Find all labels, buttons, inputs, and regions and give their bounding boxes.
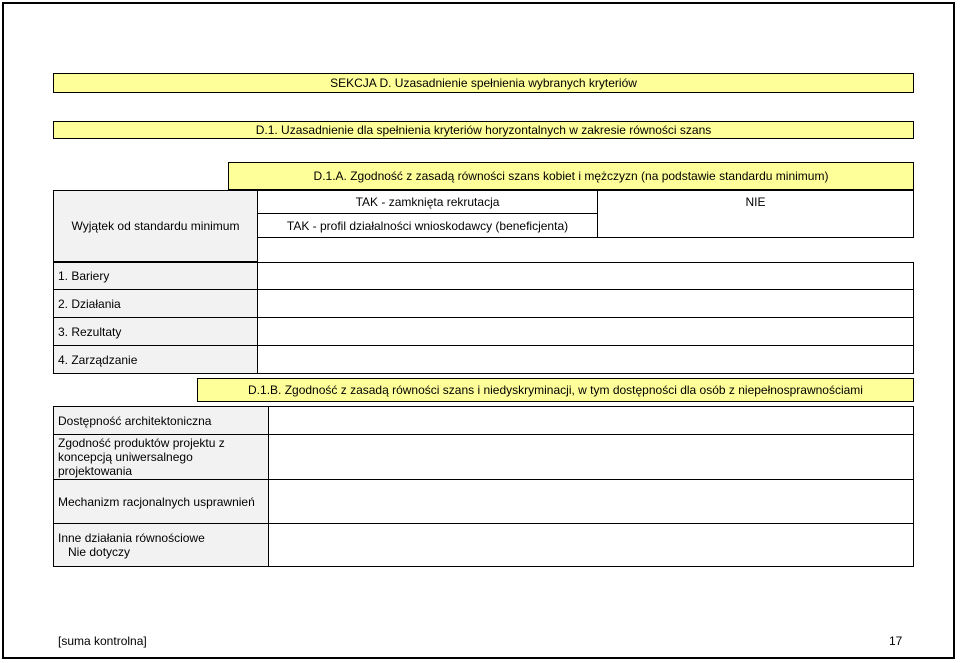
row-dzialania-field[interactable] [257, 289, 914, 318]
row-produkty-text: Zgodność produktów projektu z koncepcją uniwersalnego projektowania [58, 436, 225, 478]
exception-label-text: Wyjątek od standardu minimum [71, 219, 240, 233]
row-zarzadzanie-label [53, 345, 258, 374]
row-rezultaty-field[interactable] [257, 317, 914, 346]
row-architektoniczna-field[interactable] [268, 406, 914, 435]
row-zarzadzanie-text: 4. Zarządzanie [58, 352, 138, 367]
subsection-title [53, 121, 914, 139]
exception-spacer [597, 213, 914, 238]
row-zarzadzanie-field[interactable] [257, 345, 914, 374]
row-produkty-label [53, 434, 269, 480]
checksum-label: [suma kontrolna] [58, 634, 147, 648]
row-dzialania-text: 2. Działania [58, 296, 121, 311]
option-activity-profile-label: TAK - profil działalności wnioskodawcy (beneficjenta) [286, 218, 569, 233]
row-architektoniczna-label [53, 406, 269, 435]
row-inne-field[interactable] [268, 523, 914, 567]
row-dzialania-label [53, 289, 258, 318]
exception-label [53, 190, 258, 262]
option-closed-recruitment-label: TAK - zamknięta rekrutacja [355, 195, 500, 209]
d1b-header [197, 378, 914, 402]
option-no-label: NIE [745, 195, 766, 209]
page-number: 17 [889, 634, 903, 648]
row-usprawnienia-label [53, 479, 269, 524]
option-activity-profile[interactable] [257, 213, 598, 238]
d1a-header [228, 162, 914, 190]
subsection-title-text: D.1. Uzasadnienie dla spełnienia kryteriów horyzontalnych w zakresie równości szans [255, 123, 712, 137]
d1a-header-text: D.1.A. Zgodność z zasadą równości szans kobiet i mężczyzn (na podstawie standardu minimum) [313, 169, 829, 183]
row-produkty-field[interactable] [268, 434, 914, 480]
row-inne-label [53, 523, 269, 567]
option-no[interactable] [597, 190, 914, 214]
row-rezultaty-text: 3. Rezultaty [58, 324, 122, 339]
row-usprawnienia-text: Mechanizm racjonalnych usprawnień [58, 494, 255, 509]
d1b-header-text: D.1.B. Zgodność z zasadą równości szans i niedyskryminacji, w tym dostępności dla osób z niepełnosprawnościami [248, 383, 863, 397]
row-architektoniczna-text: Dostępność architektoniczna [58, 413, 212, 428]
row-bariery-field[interactable] [257, 262, 914, 290]
row-usprawnienia-field[interactable] [268, 479, 914, 524]
section-title [53, 73, 914, 93]
row-inne-text: Inne działania równościowe Nie dotyczy [58, 531, 205, 559]
row-rezultaty-label [53, 317, 258, 346]
row-bariery-label [53, 262, 258, 290]
option-closed-recruitment[interactable] [257, 190, 598, 214]
row-bariery-text: 1. Bariery [58, 269, 110, 283]
section-title-text: SEKCJA D. Uzasadnienie spełnienia wybranych kryteriów [330, 76, 637, 90]
